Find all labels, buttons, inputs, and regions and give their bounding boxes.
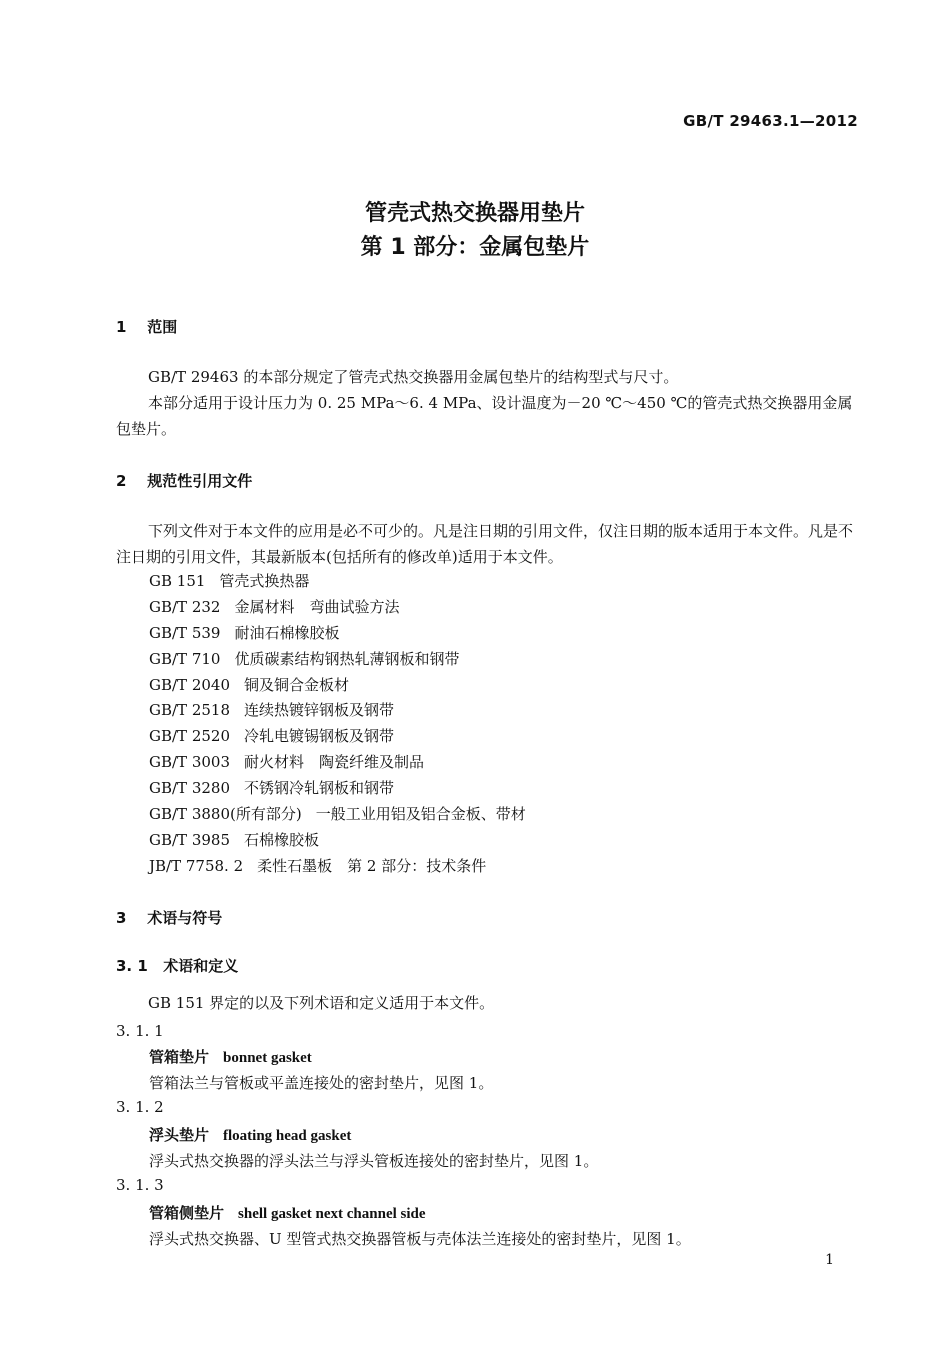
- section-number: 1: [116, 318, 127, 336]
- reference-item: [149, 568, 309, 594]
- reference-code: JB/T 7758. 2: [149, 857, 244, 875]
- reference-item: [149, 801, 526, 827]
- section-heading-normative-references: [116, 470, 252, 491]
- term-zh: 管箱垫片: [149, 1048, 210, 1066]
- standard-code: GB/T 29463.1—2012: [683, 112, 858, 130]
- reference-title: 冷轧电镀锡钢板及钢带: [244, 727, 395, 745]
- subsection-heading-terms-definitions: [116, 955, 238, 976]
- subsection-number: 3. 1: [116, 957, 148, 975]
- reference-title: 铜及铜合金板材: [244, 676, 350, 694]
- reference-item: [149, 594, 399, 620]
- term-en: shell gasket next channel side: [238, 1206, 426, 1222]
- reference-code: GB/T 3280: [149, 779, 231, 797]
- reference-code: GB 151: [149, 572, 206, 590]
- paragraph: 本部分适用于设计压力为 0. 25 MPa～6. 4 MPa、设计温度为－20 ℃～450 ℃的管壳式热交换器用金属包垫片。: [116, 394, 853, 438]
- section-number: 2: [116, 472, 127, 490]
- term-en: bonnet gasket: [223, 1050, 312, 1066]
- reference-title: 连续热镀锌钢板及钢带: [244, 701, 395, 719]
- term-number: 3. 1. 2: [116, 1098, 164, 1116]
- reference-code: GB/T 2520: [149, 727, 231, 745]
- term-entry: [149, 1202, 426, 1223]
- section-title: 范围: [147, 318, 178, 336]
- term-zh: 浮头垫片: [149, 1126, 210, 1144]
- reference-item: [149, 672, 349, 698]
- section-number: 3: [116, 909, 127, 927]
- term-entry: [149, 1124, 351, 1145]
- reference-item: [149, 853, 486, 879]
- section-heading-terms-symbols: [116, 907, 222, 928]
- reference-code: GB/T 710: [149, 650, 221, 668]
- paragraph: GB 151 界定的以及下列术语和定义适用于本文件。: [148, 994, 495, 1012]
- reference-code: GB/T 2518: [149, 701, 231, 719]
- term-definition: 浮头式热交换器、U 型管式热交换器管板与壳体法兰连接处的密封垫片，见图 1。: [149, 1230, 691, 1248]
- reference-item: [149, 827, 319, 853]
- term-number: 3. 1. 3: [116, 1176, 164, 1194]
- reference-title: 优质碳素结构钢热轧薄钢板和钢带: [234, 650, 460, 668]
- term-definition: 浮头式热交换器的浮头法兰与浮头管板连接处的密封垫片，见图 1。: [149, 1152, 599, 1170]
- reference-title: 一般工业用铝及铝合金板、带材: [315, 805, 526, 823]
- term-number: 3. 1. 1: [116, 1022, 164, 1040]
- reference-code: GB/T 3003: [149, 753, 231, 771]
- reference-title: 管壳式换热器: [219, 572, 310, 590]
- page-number: 1: [825, 1252, 834, 1268]
- reference-code: GB/T 3985: [149, 831, 231, 849]
- reference-item: [149, 697, 394, 723]
- reference-title: 耐油石棉橡胶板: [234, 624, 340, 642]
- reference-code: GB/T 2040: [149, 676, 231, 694]
- reference-item: [149, 749, 424, 775]
- section-title: 术语与符号: [147, 909, 223, 927]
- reference-title: 金属材料 弯曲试验方法: [234, 598, 400, 616]
- reference-title: 耐火材料 陶瓷纤维及制品: [244, 753, 425, 771]
- reference-code: GB/T 3880(所有部分): [149, 805, 302, 823]
- document-title: 管壳式热交换器用垫片: [364, 201, 585, 226]
- document-subtitle: 第 1 部分：金属包垫片: [360, 235, 590, 260]
- term-definition: 管箱法兰与管板或平盖连接处的密封垫片，见图 1。: [149, 1074, 494, 1092]
- reference-code: GB/T 539: [149, 624, 221, 642]
- paragraph: GB/T 29463 的本部分规定了管壳式热交换器用金属包垫片的结构型式与尺寸。: [148, 368, 679, 386]
- reference-item: [149, 775, 394, 801]
- reference-code: GB/T 232: [149, 598, 221, 616]
- section-heading-scope: [116, 316, 177, 337]
- reference-title: 不锈钢冷轧钢板和钢带: [244, 779, 395, 797]
- reference-item: [149, 620, 339, 646]
- reference-title: 柔性石墨板 第 2 部分：技术条件: [257, 857, 487, 875]
- term-entry: [149, 1046, 312, 1067]
- paragraph: 下列文件对于本文件的应用是必不可少的。凡是注日期的引用文件，仅注日期的版本适用于本文件。凡是不注日期的引用文件，其最新版本(包括所有的修改单)适用于本文件。: [116, 522, 854, 566]
- section-title: 规范性引用文件: [147, 472, 253, 490]
- reference-title: 石棉橡胶板: [244, 831, 320, 849]
- term-en: floating head gasket: [223, 1128, 352, 1144]
- reference-item: [149, 646, 459, 672]
- reference-item: [149, 723, 394, 749]
- term-zh: 管箱侧垫片: [149, 1204, 225, 1222]
- subsection-title: 术语和定义: [163, 957, 239, 975]
